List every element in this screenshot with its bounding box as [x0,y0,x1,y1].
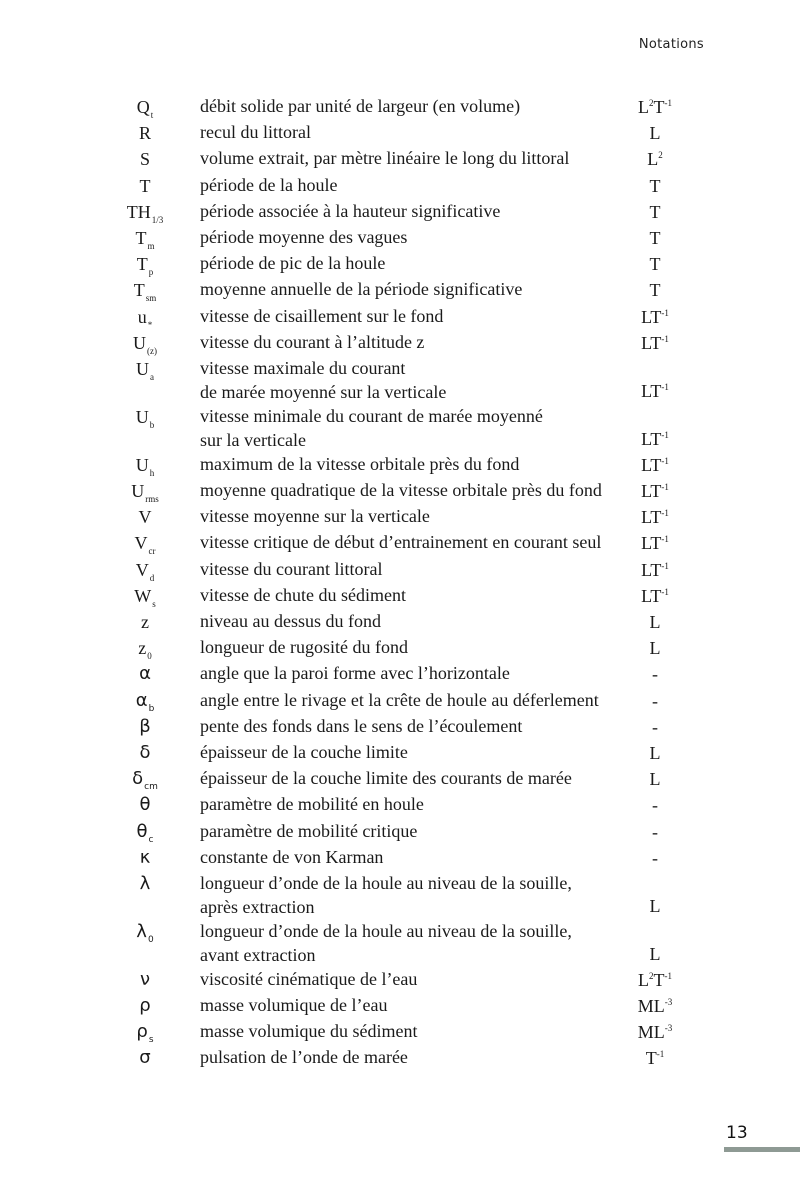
dimension-second: T [653,97,665,117]
notation-description [200,993,620,1017]
dimension-base: - [652,664,658,685]
notation-row [0,583,800,609]
dimension-base: - [652,795,658,816]
notation-description [200,120,620,144]
notation-description [200,199,620,223]
notation-description [200,967,620,991]
dimension-base: L [638,969,649,990]
description-line: épaisseur de la couche limite des courants de marée [200,768,572,789]
notation-symbol [100,819,190,845]
notation-symbol [100,173,190,199]
description-line: sur la verticale [200,429,306,450]
dimension-base: LT [641,481,662,502]
notation-table [0,94,800,1072]
dimension-base: LT [641,454,662,475]
dimension-exponent: -1 [661,429,669,440]
footer-bar [724,1147,800,1152]
notation-symbol [100,478,190,504]
notation-symbol [100,688,190,714]
notation-description [200,609,620,633]
notation-dimension [620,478,690,504]
notation-dimension [620,530,690,556]
notation-description [200,304,620,328]
symbol-subscript: 1/3 [151,214,164,225]
notation-description [200,919,620,967]
dimension-exponent: -1 [661,560,669,571]
notation-symbol [100,714,190,740]
symbol-letter: T [135,227,147,248]
dimension-base: L [647,149,659,170]
description-line: viscosité cinématique de l’eau [200,968,418,989]
symbol-letter: ρ [136,1021,148,1043]
dimension-base: L [649,895,661,916]
dimension-exponent: -3 [664,1023,673,1034]
notation-row [0,225,800,251]
dimension-base: - [652,847,658,868]
symbol-letter: z [141,612,149,632]
notation-dimension [620,225,690,251]
notation-dimension [620,845,690,871]
description-line: période moyenne des vagues [200,226,408,247]
notation-description [200,277,620,301]
dimension-base: T [649,201,661,222]
notation-dimension [620,120,690,146]
symbol-letter: R [138,123,151,144]
dimension-base: L [649,742,661,763]
notation-row [0,967,800,993]
notation-symbol [100,120,190,146]
symbol-letter: U [131,481,145,502]
notation-row [0,557,800,583]
symbol-subscript: b [148,703,155,714]
notation-row [0,404,800,452]
notation-dimension [620,635,690,661]
notation-row [0,530,800,556]
symbol-letter: TH [126,201,151,222]
description-line: longueur de rugosité du fond [200,637,408,658]
notation-dimension [620,277,690,303]
symbol-letter: V [134,533,148,554]
symbol-letter: T [136,254,148,275]
notation-dimension [620,714,690,740]
notation-row [0,251,800,277]
notation-dimension [620,452,690,478]
symbol-subscript: t [150,110,154,120]
description-line: vitesse critique de début d’entrainement en courant seul [200,532,602,553]
symbol-letter: S [139,149,150,170]
dimension-base: LT [641,533,662,554]
notation-description [200,661,620,685]
notation-dimension [620,583,690,609]
symbol-letter: δ [132,768,144,790]
notation-symbol [100,452,190,478]
symbol-letter: λ [136,920,147,942]
notation-dimension [620,304,690,330]
notation-symbol [100,919,190,945]
symbol-subscript: c [148,834,154,845]
symbol-subscript: h [149,467,155,478]
symbol-letter: T [133,280,145,301]
notation-row [0,609,800,635]
notation-dimension [620,199,690,225]
description-line: vitesse de chute du sédiment [200,584,406,605]
dimension-second: T [653,969,665,990]
dimension-exponent: -1 [661,586,669,597]
description-line: paramètre de mobilité critique [200,820,418,841]
description-line: recul du littoral [200,122,311,143]
symbol-letter: u [137,306,147,327]
notation-symbol [100,146,190,172]
description-line: avant extraction [200,944,316,965]
description-line: longueur d’onde de la houle au niveau de la souille, [200,872,572,893]
notation-symbol [100,530,190,556]
dimension-base: LT [641,306,662,327]
notation-row [0,871,800,919]
notation-row [0,819,800,845]
dimension-base: L [649,123,661,144]
dimension-base: LT [641,507,662,528]
symbol-subscript: 0 [147,651,152,662]
notation-description [200,635,620,659]
notation-symbol [100,845,190,871]
dimension-exponent: -1 [661,333,669,344]
notation-dimension [620,1019,690,1045]
notation-row [0,993,800,1019]
notation-row [0,845,800,871]
notation-dimension [620,609,690,635]
notation-symbol [100,967,190,993]
notation-row [0,504,800,530]
symbol-subscript: 0 [147,934,154,945]
notation-dimension [620,146,690,172]
notation-dimension [620,557,690,583]
symbol-letter: λ [139,872,151,894]
notation-symbol [100,277,190,303]
symbol-subscript: s [152,598,156,609]
notation-symbol [100,304,190,330]
notation-description [200,766,620,790]
notation-description [200,845,620,869]
dimension-base: L [649,943,661,964]
symbol-subscript: (z) [147,345,157,356]
notation-row [0,792,800,818]
notation-description [200,530,620,554]
notation-row [0,304,800,330]
dimension-base: LT [641,332,662,353]
notation-dimension [620,504,690,530]
description-line: moyenne quadratique de la vitesse orbitale près du fond [200,480,602,501]
notation-dimension [620,1045,690,1071]
notation-dimension [620,993,690,1019]
dimension-exponent: -3 [664,997,673,1008]
dimension-exponent: -1 [661,307,669,318]
description-line: débit solide par unité de largeur (en volume) [200,96,521,116]
dimension-base: T [649,280,661,301]
running-header: Notations [638,37,704,52]
notation-dimension [620,792,690,818]
description-line: épaisseur de la couche limite [200,741,408,762]
dimension-second-exponent: -1 [664,98,672,108]
notation-description [200,792,620,816]
notation-dimension [620,330,690,356]
notation-row [0,1019,800,1045]
notation-row [0,173,800,199]
notation-description [200,173,620,197]
notation-description [200,251,620,275]
symbol-letter: U [135,406,149,427]
notation-dimension [620,688,690,714]
symbol-letter: ν [139,968,151,990]
dimension-base: L [649,638,661,659]
notation-symbol [100,635,190,661]
description-line: vitesse du courant littoral [200,558,383,579]
notation-row [0,661,800,687]
symbol-letter: κ [139,846,151,868]
description-line: longueur d’onde de la houle au niveau de la souille, [200,920,572,941]
symbol-subscript: d [149,572,155,583]
description-line: période associée à la hauteur significative [200,200,501,221]
description-line: masse volumique de l’eau [200,995,388,1016]
notation-symbol [100,356,190,382]
dimension-base: LT [641,380,662,401]
symbol-letter: U [135,454,149,475]
notation-dimension [620,893,690,919]
symbol-letter: α [135,689,148,711]
notation-symbol [100,792,190,818]
symbol-subscript: p [148,267,154,278]
notation-symbol [100,557,190,583]
notation-description [200,740,620,764]
description-line: période de la houle [200,174,338,195]
notation-description [200,452,620,476]
dimension-base: - [652,690,658,711]
symbol-subscript: * [147,319,153,330]
description-line: vitesse minimale du courant de marée moyenné [200,405,543,426]
dimension-exponent: -1 [661,482,669,493]
symbol-letter: W [134,585,152,606]
notation-symbol [100,1045,190,1071]
notation-row [0,714,800,740]
notation-description [200,557,620,581]
dimension-base: LT [641,585,662,606]
dimension-base: LT [641,428,662,449]
description-line: maximum de la vitesse orbitale près du fond [200,453,520,474]
notation-row [0,199,800,225]
notation-description [200,94,620,118]
description-line: angle entre le rivage et la crête de houle au déferlement [200,689,599,710]
symbol-subscript: m [147,240,155,251]
notation-description [200,146,620,170]
description-line: après extraction [200,896,315,917]
notation-dimension [620,967,690,993]
notation-symbol [100,766,190,792]
notation-description [200,1019,620,1043]
symbol-letter: U [133,332,146,353]
symbol-letter: U [136,358,149,379]
page-number: 13 [726,1123,748,1143]
symbol-letter: δ [139,741,151,763]
notation-symbol [100,330,190,356]
notation-row [0,94,800,120]
symbol-letter: σ [139,1047,151,1069]
notation-row [0,452,800,478]
notation-symbol [100,225,190,251]
description-line: vitesse de cisaillement sur le fond [200,305,444,326]
description-line: vitesse du courant à l’altitude z [200,331,425,352]
symbol-subscript: b [149,419,155,430]
dimension-base: L [638,97,649,117]
notation-row [0,1045,800,1071]
description-line: paramètre de mobilité en houle [200,794,424,815]
notation-symbol [100,1019,190,1045]
notation-dimension [620,661,690,687]
symbol-subscript: cm [144,782,158,793]
dimension-base: T [645,1048,657,1069]
notation-description [200,714,620,738]
notation-dimension [620,740,690,766]
notation-row [0,356,800,404]
notation-row [0,740,800,766]
dimension-exponent: -1 [661,534,669,545]
description-line: moyenne annuelle de la période significative [200,279,523,300]
notation-dimension [620,378,690,404]
dimension-base: ML [637,996,665,1017]
dimension-base: - [652,716,658,737]
dimension-base: LT [641,559,662,580]
notation-description [200,478,620,502]
symbol-letter: z [138,638,147,659]
dimension-base: ML [637,1022,665,1043]
notation-dimension [620,766,690,792]
notation-description [200,688,620,712]
notation-description [200,583,620,607]
notation-symbol [100,661,190,687]
description-line: masse volumique du sédiment [200,1021,418,1042]
description-line: pulsation de l’onde de marée [200,1047,408,1068]
notation-row [0,478,800,504]
description-line: angle que la paroi forme avec l’horizontale [200,663,510,684]
notation-symbol [100,251,190,277]
description-line: période de pic de la houle [200,253,386,274]
symbol-letter: θ [139,794,151,816]
notation-row [0,766,800,792]
notation-description [200,1045,620,1069]
description-line: vitesse moyenne sur la verticale [200,506,430,527]
symbol-letter: Q [136,97,150,117]
symbol-letter: α [139,663,151,685]
notation-symbol [100,199,190,225]
notation-row [0,146,800,172]
symbol-letter: V [135,559,149,580]
dimension-exponent: -1 [661,381,669,392]
dimension-exponent: 2 [649,970,654,981]
notation-symbol [100,993,190,1019]
dimension-base: L [649,769,661,790]
notation-dimension [620,426,690,452]
symbol-subscript: sm [145,293,157,304]
notation-row [0,635,800,661]
symbol-letter: T [139,175,151,196]
symbol-subscript: rms [145,494,159,505]
dimension-base: L [649,612,661,632]
symbol-letter: V [138,507,152,528]
notation-description [200,330,620,354]
dimension-base: T [649,227,661,248]
notation-row [0,330,800,356]
description-line: pente des fonds dans le sens de l’écoulement [200,715,523,736]
notation-row [0,277,800,303]
description-line: de marée moyenné sur la verticale [200,381,447,402]
symbol-subscript: a [150,371,154,382]
dimension-exponent: -1 [661,455,669,466]
dimension-base: - [652,821,658,842]
symbol-subscript: cr [148,546,156,557]
notation-description [200,356,620,404]
dimension-exponent: 2 [658,150,663,161]
notation-dimension [620,94,690,120]
notation-symbol [100,583,190,609]
notation-description [200,504,620,528]
dimension-base: T [649,254,661,275]
notation-description [200,225,620,249]
notation-row [0,919,800,967]
symbol-letter: θ [136,820,148,842]
dimension-exponent: -1 [656,1049,665,1060]
description-line: volume extrait, par mètre linéaire le long du littoral [200,148,570,169]
notation-dimension [620,173,690,199]
dimension-exponent: -1 [661,508,669,519]
dimension-exponent: 2 [649,98,654,108]
notation-dimension [620,941,690,967]
notation-symbol [100,740,190,766]
notation-row [0,120,800,146]
notation-symbol [100,609,190,635]
description-line: vitesse maximale du courant [200,357,406,378]
notation-symbol [100,871,190,897]
dimension-second-exponent: -1 [664,970,672,981]
dimension-base: T [649,175,661,196]
description-line: niveau au dessus du fond [200,611,381,631]
symbol-letter: β [139,715,151,737]
notation-symbol [100,504,190,530]
notation-row [0,688,800,714]
notation-dimension [620,251,690,277]
symbol-subscript: s [148,1035,154,1046]
notation-symbol [100,94,190,120]
notation-symbol [100,404,190,430]
notation-description [200,404,620,452]
notation-dimension [620,819,690,845]
description-line: constante de von Karman [200,846,384,867]
notation-description [200,819,620,843]
notation-description [200,871,620,919]
symbol-letter: ρ [139,995,151,1017]
